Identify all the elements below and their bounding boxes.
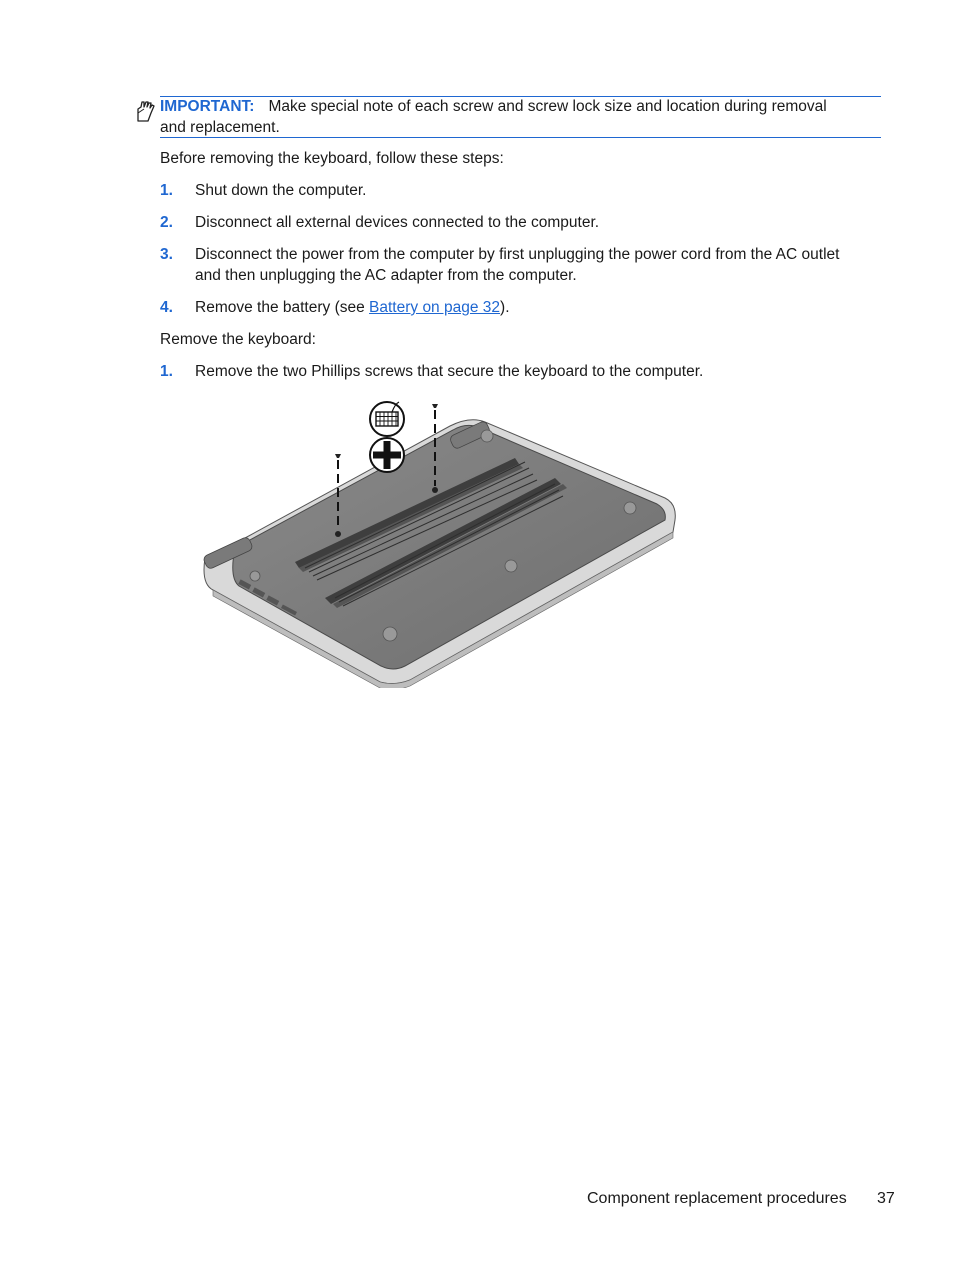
step-text-line2: and then unplugging the AC adapter from the computer.: [195, 267, 577, 284]
step-text: Disconnect all external devices connected to the computer.: [195, 214, 600, 231]
step-4-suffix: ).: [500, 299, 510, 316]
step-text: [195, 297, 860, 318]
step-number: 1.: [160, 182, 173, 199]
important-hand-icon: [135, 99, 157, 123]
step-text: [195, 244, 860, 286]
step-text: Remove the two Phillips screws that secure the keyboard to the computer.: [195, 363, 704, 380]
step-4-prefix: Remove the battery (see: [195, 299, 370, 316]
remove-intro: Remove the keyboard:: [160, 331, 316, 348]
step-number: 4.: [160, 299, 173, 316]
step-number: 1.: [160, 363, 173, 380]
note-bottom-rule: [160, 137, 881, 138]
phillips-screwdriver-icon: [370, 438, 404, 472]
footer-section-title: Component replacement procedures: [587, 1190, 847, 1207]
step-text: Shut down the computer.: [195, 182, 367, 199]
note-label: IMPORTANT:: [160, 98, 255, 115]
page-number: 37: [877, 1190, 895, 1207]
step-number: 2.: [160, 214, 173, 231]
note-text-line2: and replacement.: [160, 119, 280, 136]
note-text-line1: Make special note of each screw and screw lock size and location during removal: [268, 98, 827, 115]
keyboard-icon: [370, 402, 404, 436]
intro-paragraph: Before removing the keyboard, follow these steps:: [160, 150, 504, 167]
important-note: [135, 96, 881, 138]
step-number: 3.: [160, 246, 173, 263]
note-body: [160, 96, 865, 138]
step-text-line1: Disconnect the power from the computer by first unplugging the power cord from the AC outlet: [195, 246, 840, 263]
laptop-bottom-figure: [195, 398, 685, 688]
battery-link[interactable]: Battery on page 32: [369, 299, 501, 316]
